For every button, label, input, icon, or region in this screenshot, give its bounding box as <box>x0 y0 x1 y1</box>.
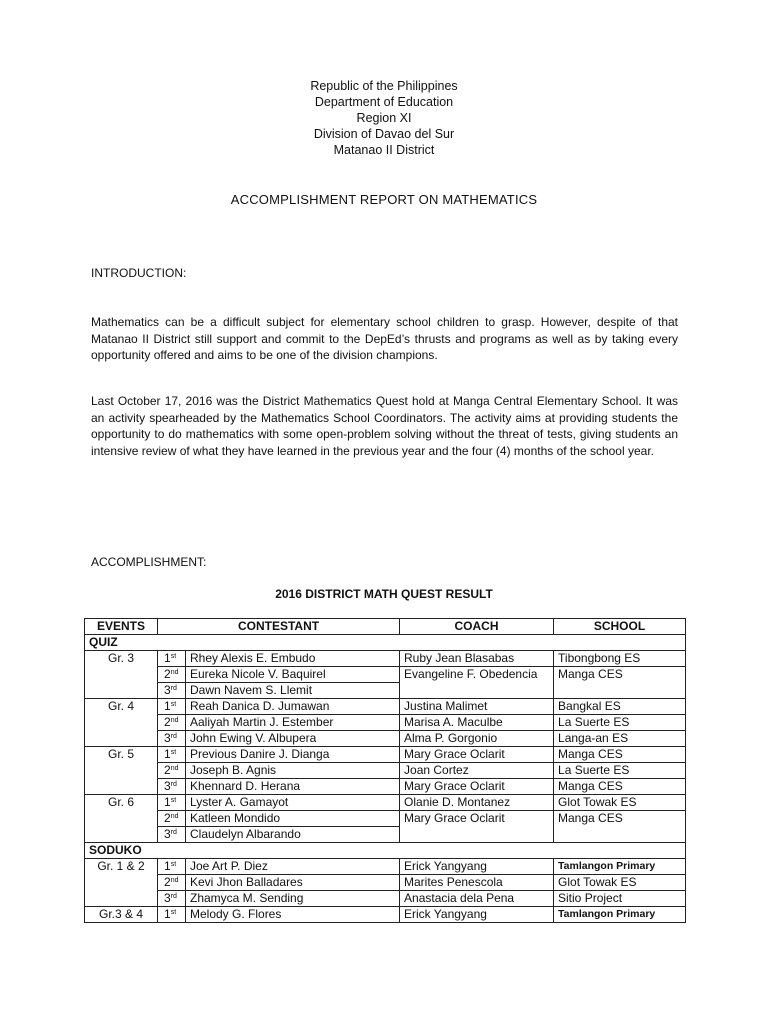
contestant-cell: Dawn Navem S. Llemit <box>186 683 400 699</box>
report-title: ACCOMPLISHMENT REPORT ON MATHEMATICS <box>230 192 538 207</box>
table-row <box>85 699 686 715</box>
section-label-quiz: QUIZ <box>85 635 686 651</box>
school-cell: Tibongbong ES <box>554 651 686 667</box>
school-cell: Glot Towak ES <box>554 795 686 811</box>
column-header-school: SCHOOL <box>554 619 686 635</box>
coach-cell: Mary Grace Oclarit <box>400 747 554 763</box>
document-header <box>0 78 768 158</box>
contestant-cell: Joseph B. Agnis <box>186 763 400 779</box>
table-row <box>85 811 686 827</box>
table-row <box>85 763 686 779</box>
contestant-cell: Khennard D. Herana <box>186 779 400 795</box>
introduction-paragraph-2: Last October 17, 2016 was the District Mathematics Quest hold at Manga Central Elementary School. It was an activity spearheaded by the Mathematics School Coordinators. The activity aims at providing students the opportunity to do mathematics with some open-problem solving without the threat of tests, giving students an intensive review of what they have learned in the previous year and the four (4) months of the school year. <box>91 394 678 458</box>
contestant-cell: Eureka Nicole V. Baquirel <box>186 667 400 683</box>
coach-cell: Anastacia dela Pena <box>400 891 554 907</box>
coach-cell: Joan Cortez <box>400 763 554 779</box>
table-row <box>85 731 686 747</box>
header-district: Matanao II District <box>333 143 435 157</box>
grade-cell: Gr. 5 <box>85 747 158 795</box>
school-cell: Glot Towak ES <box>554 875 686 891</box>
contestant-cell: Reah Danica D. Jumawan <box>186 699 400 715</box>
place-cell: 2nd <box>158 811 186 827</box>
accomplishment-heading: ACCOMPLISHMENT: <box>91 555 207 569</box>
header-department: Department of Education <box>314 95 454 109</box>
header-division: Division of Davao del Sur <box>313 127 455 141</box>
school-cell: La Suerte ES <box>554 715 686 731</box>
column-header-events: EVENTS <box>85 619 158 635</box>
place-cell: 3rd <box>158 683 186 699</box>
coach-cell: Mary Grace Oclarit <box>400 811 554 843</box>
coach-cell: Erick Yangyang <box>400 907 554 923</box>
table-title: 2016 DISTRICT MATH QUEST RESULT <box>275 587 493 601</box>
school-cell: Bangkal ES <box>554 699 686 715</box>
column-header-coach: COACH <box>400 619 554 635</box>
contestant-cell: Claudelyn Albarando <box>186 827 400 843</box>
place-cell: 2nd <box>158 715 186 731</box>
table-row <box>85 859 686 875</box>
coach-cell: Alma P. Gorgonio <box>400 731 554 747</box>
grade-cell: Gr. 1 & 2 <box>85 859 158 907</box>
coach-cell: Erick Yangyang <box>400 859 554 875</box>
grade-cell: Gr. 4 <box>85 699 158 747</box>
contestant-cell: Previous Danire J. Dianga <box>186 747 400 763</box>
coach-cell: Evangeline F. Obedencia <box>400 667 554 699</box>
place-cell: 1st <box>158 651 186 667</box>
table-header-row <box>85 619 686 635</box>
coach-cell: Ruby Jean Blasabas <box>400 651 554 667</box>
school-cell: Langa-an ES <box>554 731 686 747</box>
results-table <box>84 618 686 923</box>
table-row <box>85 795 686 811</box>
contestant-cell: Aaliyah Martin J. Estember <box>186 715 400 731</box>
school-cell: Manga CES <box>554 779 686 795</box>
school-cell: Sitio Project <box>554 891 686 907</box>
header-region: Region XI <box>356 111 412 125</box>
section-row-quiz <box>85 635 686 651</box>
table-row <box>85 651 686 667</box>
coach-cell: Olanie D. Montanez <box>400 795 554 811</box>
contestant-cell: Joe Art P. Diez <box>186 859 400 875</box>
table-row <box>85 891 686 907</box>
table-row <box>85 667 686 683</box>
header-republic: Republic of the Philippines <box>310 79 458 93</box>
grade-cell: Gr. 6 <box>85 795 158 843</box>
place-cell: 3rd <box>158 731 186 747</box>
school-cell: Tamlangon Primary <box>554 859 686 875</box>
contestant-cell: Kevi Jhon Balladares <box>186 875 400 891</box>
coach-cell: Marites Penescola <box>400 875 554 891</box>
section-row-soduko <box>85 843 686 859</box>
contestant-cell: Rhey Alexis E. Embudo <box>186 651 400 667</box>
place-cell: 2nd <box>158 667 186 683</box>
contestant-cell: John Ewing V. Albupera <box>186 731 400 747</box>
school-cell: La Suerte ES <box>554 763 686 779</box>
coach-cell: Marisa A. Maculbe <box>400 715 554 731</box>
column-header-contestant: CONTESTANT <box>158 619 400 635</box>
grade-cell: Gr. 3 <box>85 651 158 699</box>
place-cell: 2nd <box>158 763 186 779</box>
contestant-cell: Lyster A. Gamayot <box>186 795 400 811</box>
section-label-soduko: SODUKO <box>85 843 686 859</box>
place-cell: 1st <box>158 795 186 811</box>
place-cell: 3rd <box>158 827 186 843</box>
school-cell: Manga CES <box>554 667 686 699</box>
contestant-cell: Katleen Mondido <box>186 811 400 827</box>
school-cell: Manga CES <box>554 811 686 843</box>
table-row <box>85 907 686 923</box>
grade-cell: Gr.3 & 4 <box>85 907 158 923</box>
place-cell: 2nd <box>158 875 186 891</box>
school-cell: Manga CES <box>554 747 686 763</box>
place-cell: 1st <box>158 747 186 763</box>
contestant-cell: Zhamyca M. Sending <box>186 891 400 907</box>
table-row <box>85 715 686 731</box>
coach-cell: Justina Malimet <box>400 699 554 715</box>
table-row <box>85 779 686 795</box>
place-cell: 1st <box>158 907 186 923</box>
introduction-heading: INTRODUCTION: <box>91 266 187 280</box>
place-cell: 3rd <box>158 779 186 795</box>
table-row <box>85 747 686 763</box>
school-cell: Tamlangon Primary <box>554 907 686 923</box>
contestant-cell: Melody G. Flores <box>186 907 400 923</box>
coach-cell: Mary Grace Oclarit <box>400 779 554 795</box>
place-cell: 3rd <box>158 891 186 907</box>
table-row <box>85 875 686 891</box>
place-cell: 1st <box>158 859 186 875</box>
place-cell: 1st <box>158 699 186 715</box>
introduction-paragraph-1: Mathematics can be a difficult subject for elementary school children to grasp. However, despite of that Matanao II District still support and commit to the DepEd’s thrusts and programs as well as by taking every opportunity offered and aims to be one of the division champions. <box>91 315 678 362</box>
